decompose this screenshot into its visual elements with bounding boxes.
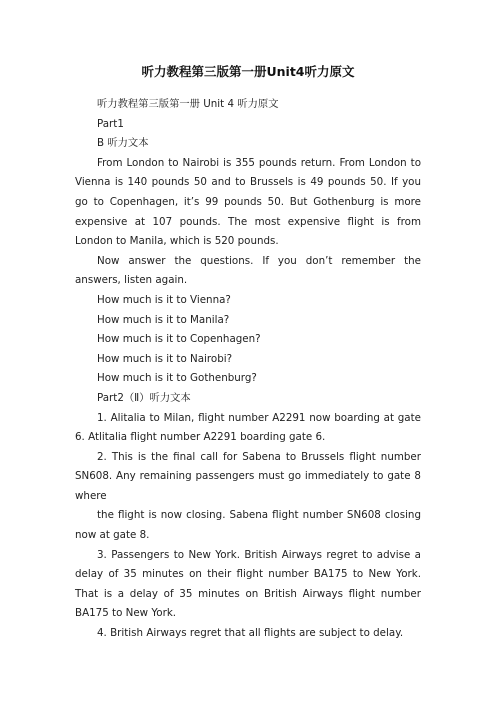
document-body (75, 95, 421, 644)
announcement-1: 1. Alitalia to Milan, flight number A2291 now boarding at gate 6. Atlitalia flight number A2291 boarding gate 6. (75, 411, 421, 444)
part1-heading: Part1 (97, 117, 124, 130)
prices-paragraph: From London to Nairobi is 355 pounds return. From London to Vienna is 140 pounds 50 and to Brussels is 49 pounds 50. If you go to Copenhagen, it’s 99 pounds 50. But Gothenburg is more expensive at 107 pounds. The most expensive flight is from London to Manila, which is 520 pounds. (75, 156, 421, 248)
subtitle-line: 听力教程第三版第一册 Unit 4 听力原文 (97, 98, 279, 110)
question-manila: How much is it to Manila? (97, 313, 230, 326)
question-vienna: How much is it to Vienna? (97, 293, 231, 306)
section-b-heading: B 听力文本 (97, 137, 149, 150)
question-gothenburg: How much is it to Gothenburg? (97, 372, 257, 385)
instructions-paragraph: Now answer the questions. If you don’t remember the answers, listen again. (75, 254, 421, 287)
announcement-4: 4. British Airways regret that all flights are subject to delay. (97, 627, 404, 640)
part2-heading: Part2（Ⅱ）听力文本 (97, 391, 191, 404)
announcement-2: 2. This is the final call for Sabena to Brussels flight number SN608. Any remaining passengers must go immediately to gate 8 where (75, 450, 421, 502)
announcement-2-continued: the flight is now closing. Sabena flight number SN608 closing now at gate 8. (75, 509, 421, 542)
question-nairobi: How much is it to Nairobi? (97, 352, 233, 365)
question-copenhagen: How much is it to Copenhagen? (97, 333, 261, 346)
announcement-3: 3. Passengers to New York. British Airways regret to advise a delay of 35 minutes on their flight number BA175 to New York. That is a delay of 35 minutes on British Airways flight number BA175 to New York. (75, 548, 421, 620)
document-title: 听力教程第三版第一册Unit4听力原文 (141, 64, 355, 79)
